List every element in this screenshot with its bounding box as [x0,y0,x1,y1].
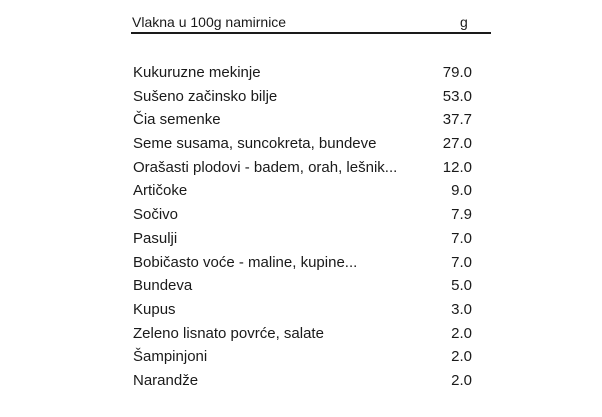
table-row [131,156,491,180]
food-name: Orašasti plodovi - badem, orah, lešnik... [133,158,398,176]
food-name: Bobičasto voće - maline, kupine... [133,253,358,271]
fiber-value: 2.0 [451,348,472,366]
food-name: Bundeva [133,277,193,295]
food-name: Šampinjoni [133,348,208,366]
table-row [131,369,491,393]
table-row [131,61,491,85]
fiber-value: 79.0 [442,64,472,81]
table-row [131,274,491,298]
table-row [131,345,491,369]
table-row [131,179,491,203]
food-name: Pasulji [133,229,178,247]
food-name: Sočivo [133,206,179,224]
table-row [131,203,491,227]
food-name: Kukuruzne mekinje [133,64,261,81]
fiber-value: 12.0 [442,158,472,176]
food-name: Narandže [133,371,199,389]
food-name: Sušeno začinsko bilje [133,87,278,105]
header-title: Vlakna u 100g namirnice [132,14,287,30]
fiber-value: 2.0 [451,324,472,342]
header-unit: g [460,14,468,30]
fiber-value: 7.0 [451,229,472,247]
table-row [131,108,491,132]
table-row [131,251,491,275]
fiber-value: 37.7 [442,111,472,129]
food-name: Seme susama, suncokreta, bundeve [133,135,377,153]
table-row [131,85,491,109]
fiber-value: 53.0 [442,87,472,105]
fiber-value: 3.0 [451,300,472,318]
table-row [131,227,491,251]
table-row [131,322,491,346]
table-body [131,61,491,393]
table-header [131,14,491,34]
table-row [131,132,491,156]
fiber-value: 27.0 [442,135,472,153]
table-row [131,298,491,322]
fiber-value: 7.0 [451,253,472,271]
fiber-value: 2.0 [451,371,472,389]
food-name: Čia semenke [133,111,221,129]
fiber-value: 9.0 [451,182,472,200]
fiber-value: 7.9 [451,206,472,224]
food-name: Kupus [133,300,176,318]
fiber-value: 5.0 [451,277,472,295]
food-name: Zeleno lisnato povrće, salate [133,324,324,342]
food-name: Artičoke [133,182,188,200]
